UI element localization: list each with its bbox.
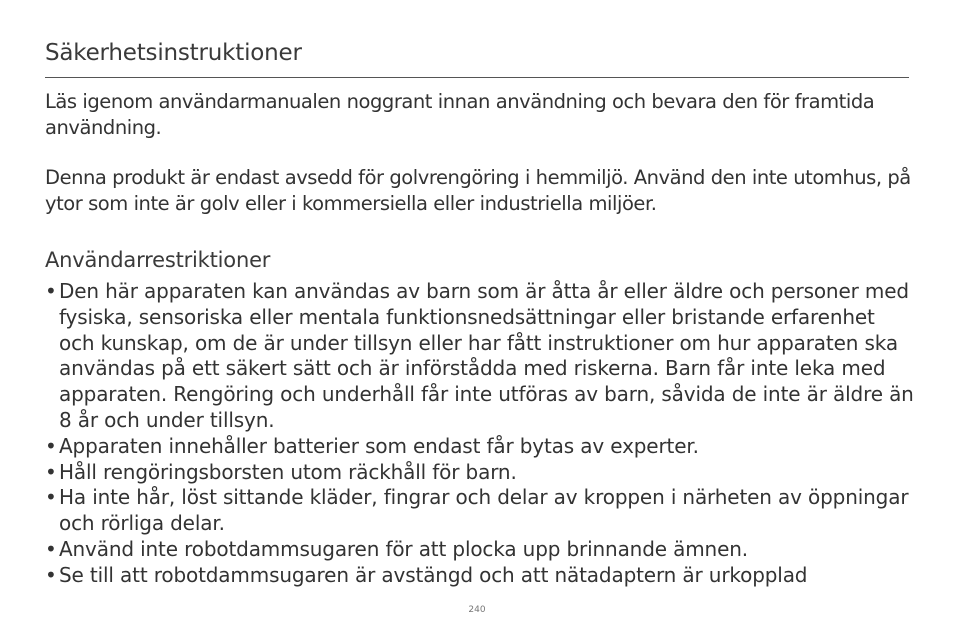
bullet-icon: • bbox=[45, 459, 57, 484]
list-item bbox=[45, 460, 915, 486]
list-item-text: Apparaten innehåller batterier som endast får bytas av experter. bbox=[59, 433, 699, 458]
list-item bbox=[45, 537, 915, 563]
restrictions-list bbox=[45, 279, 915, 589]
list-item-text: Den här apparaten kan användas av barn som är åtta år eller äldre och personer med fysiska, sensoriska eller mentala funktionsnedsättningar eller bristande erfarenhet och kunskap, om de är under tillsyn eller har fått instruktioner om hur apparaten ska användas på ett säkert sätt och är införstådda med riskerna. Barn får inte leka med apparaten. Rengöring och underhåll får inte utföras av barn, såvida de inte är äldre än 8 år och under tillsyn. bbox=[59, 279, 914, 432]
list-item-text: Håll rengöringsborsten utom räckhåll för barn. bbox=[59, 459, 517, 484]
list-item bbox=[45, 434, 915, 460]
bullet-icon: • bbox=[45, 279, 57, 303]
list-item bbox=[45, 279, 915, 434]
section-title: Säkerhetsinstruktioner bbox=[45, 40, 302, 66]
list-item-text: Använd inte robotdammsugaren för att plocka upp brinnande ämnen. bbox=[59, 536, 748, 561]
list-item bbox=[45, 563, 915, 589]
list-item-text: Ha inte hår, löst sittande kläder, fingrar och delar av kroppen i närheten av öppningar och rörliga delar. bbox=[59, 485, 909, 536]
title-divider bbox=[45, 77, 909, 78]
intro-paragraph-2: Denna produkt är endast avsedd för golvrengöring i hemmiljö. Använd den inte utomhus, på ytor som inte är golv eller i kommersiella eller industriella miljöer. bbox=[45, 166, 911, 215]
bullet-icon: • bbox=[45, 562, 57, 587]
intro-paragraph-1: Läs igenom användarmanualen noggrant innan användning och bevara den för framtida användning. bbox=[45, 90, 875, 139]
bullet-icon: • bbox=[45, 536, 57, 561]
page-number: 240 bbox=[468, 605, 486, 615]
bullet-icon: • bbox=[45, 433, 57, 458]
list-item-text: Se till att robotdammsugaren är avstängd och att nätadaptern är urkopplad bbox=[59, 562, 808, 587]
restrictions-title: Användarrestriktioner bbox=[45, 248, 271, 272]
bullet-icon: • bbox=[45, 485, 57, 510]
list-item bbox=[45, 485, 915, 537]
